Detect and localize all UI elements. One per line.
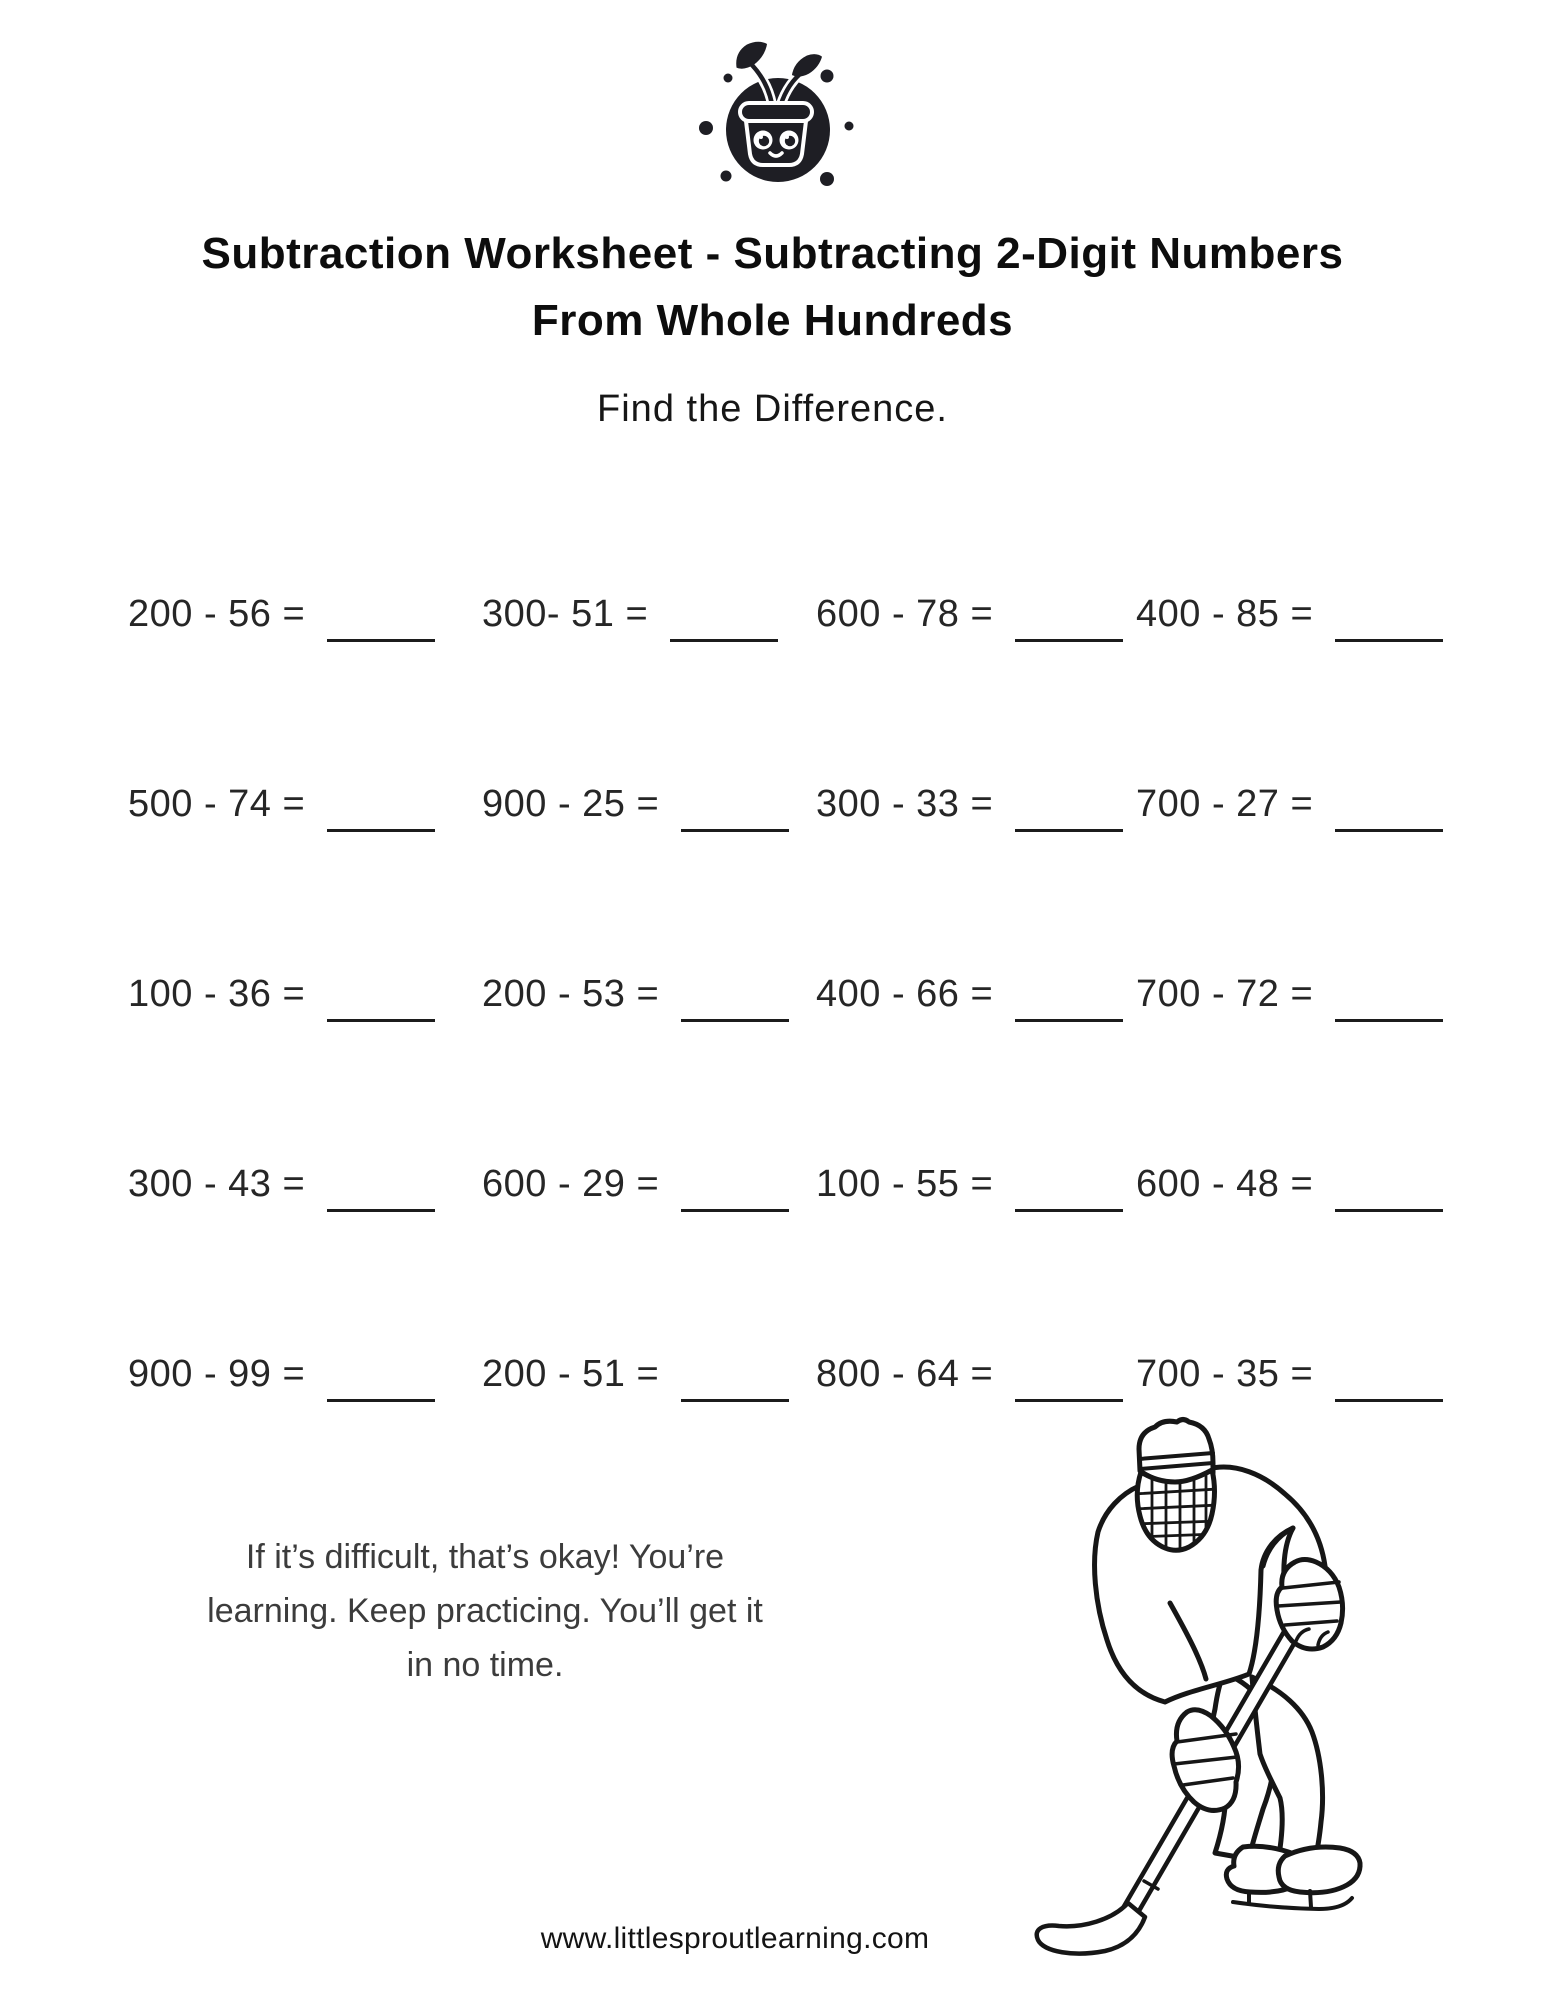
answer-blank — [1335, 1359, 1443, 1402]
problem-cell — [482, 1351, 816, 1541]
problem-cell — [1136, 781, 1545, 971]
problem-cell — [816, 591, 1136, 781]
answer-blank — [1335, 599, 1443, 642]
answer-blank — [1015, 599, 1123, 642]
problem-cell — [128, 781, 482, 971]
problem-cell — [482, 1161, 816, 1351]
problem-expression: 300- 51 = — [482, 593, 649, 635]
problem-expression: 100 - 55 = — [816, 1163, 994, 1205]
problem-expression: 600 - 48 = — [1136, 1163, 1314, 1205]
problem-expression: 500 - 74 = — [128, 783, 306, 825]
encouragement-text — [205, 1530, 765, 1692]
problem-expression: 400 - 66 = — [816, 973, 994, 1015]
answer-blank — [681, 1169, 789, 1212]
answer-blank — [327, 599, 435, 642]
answer-blank — [1015, 1359, 1123, 1402]
title-line-2: From Whole Hundreds — [531, 296, 1014, 345]
little-sprout-logo — [678, 33, 868, 198]
problem-expression: 300 - 43 = — [128, 1163, 306, 1205]
problem-cell — [128, 591, 482, 781]
problem-expression: 700 - 35 = — [1136, 1353, 1314, 1395]
encouragement-line: in no time. — [406, 1646, 564, 1684]
problem-grid — [0, 591, 1545, 1541]
problem-expression: 200 - 51 = — [482, 1353, 660, 1395]
answer-blank — [670, 599, 778, 642]
sprout-pot-logo-icon — [678, 33, 868, 198]
problem-expression: 700 - 27 = — [1136, 783, 1314, 825]
problem-expression: 900 - 25 = — [482, 783, 660, 825]
answer-blank — [1015, 1169, 1123, 1212]
answer-blank — [1335, 979, 1443, 1022]
answer-blank — [1015, 979, 1123, 1022]
problem-cell — [482, 591, 816, 781]
worksheet-instruction: Find the Difference. — [597, 388, 948, 430]
problem-cell — [816, 971, 1136, 1161]
title-line-1: Subtraction Worksheet - Subtracting 2-Digit Numbers — [201, 229, 1344, 278]
problem-expression: 700 - 72 = — [1136, 973, 1314, 1015]
problem-expression: 300 - 33 = — [816, 783, 994, 825]
problem-cell — [816, 1161, 1136, 1351]
answer-blank — [327, 979, 435, 1022]
problem-expression: 200 - 53 = — [482, 973, 660, 1015]
answer-blank — [1335, 789, 1443, 832]
problem-cell — [1136, 971, 1545, 1161]
answer-blank — [327, 1359, 435, 1402]
problem-expression: 800 - 64 = — [816, 1353, 994, 1395]
problem-cell — [128, 971, 482, 1161]
problem-expression: 200 - 56 = — [128, 593, 306, 635]
answer-blank — [1015, 789, 1123, 832]
problem-expression: 600 - 29 = — [482, 1163, 660, 1205]
problem-cell — [128, 1351, 482, 1541]
problem-cell — [816, 781, 1136, 971]
problem-cell — [482, 781, 816, 971]
answer-blank — [327, 789, 435, 832]
hockey-player-illustration — [1028, 1413, 1508, 1993]
answer-blank — [681, 1359, 789, 1402]
encouragement-line: learning. Keep practicing. You’ll get it — [207, 1592, 763, 1630]
problem-cell — [1136, 1161, 1545, 1351]
problem-cell — [482, 971, 816, 1161]
answer-blank — [1335, 1169, 1443, 1212]
footer-website: www.littlesproutlearning.com — [540, 1922, 930, 1955]
answer-blank — [681, 979, 789, 1022]
worksheet-title — [0, 220, 1545, 354]
problem-expression: 900 - 99 = — [128, 1353, 306, 1395]
answer-blank — [681, 789, 789, 832]
encouragement-line: If it’s difficult, that’s okay! You’re — [245, 1538, 725, 1576]
problem-expression: 600 - 78 = — [816, 593, 994, 635]
problem-expression: 400 - 85 = — [1136, 593, 1314, 635]
problem-cell — [128, 1161, 482, 1351]
problem-expression: 100 - 36 = — [128, 973, 306, 1015]
problem-cell — [1136, 591, 1545, 781]
answer-blank — [327, 1169, 435, 1212]
hockey-player-icon — [1028, 1413, 1508, 1993]
